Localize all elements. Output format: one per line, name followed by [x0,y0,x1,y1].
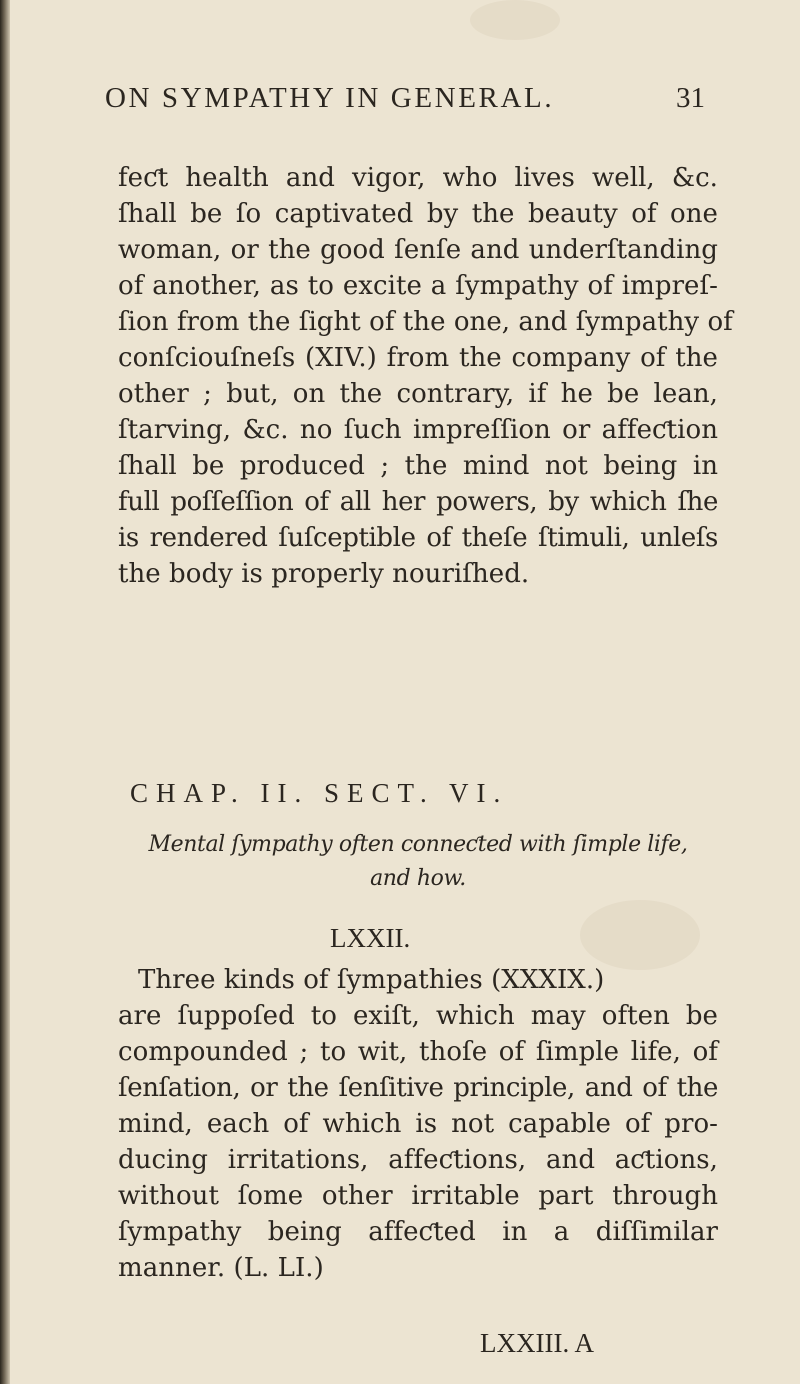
section-subtitle [118,828,718,896]
page-spine-shadow [0,0,10,1384]
text-line: is rendered ſuſceptible of theſe ſtimuli, unleſs [118,523,718,553]
text-line: ſhall be ſo captivated by the beauty of one [118,199,718,229]
text-line: ducing irritations, affeƈtions, and aƈtions, [118,1145,718,1175]
subtitle-line: Mental ſympathy often conneƈted with ſimple life, [148,832,688,857]
catchword: LXXIII. A [480,1328,594,1358]
text-line: ſhall be produced ; the mind not being in [118,451,718,481]
page-number: 31 [676,82,705,114]
paper-stain [580,900,700,970]
text-line: mind, each of which is not capable of pro- [118,1109,718,1139]
text-line: are ſuppoſed to exiſt, which may often be [118,1001,718,1031]
paragraph-continued [118,160,733,592]
text-line: Three kinds of ſympathies (XXXIX.) [138,965,605,995]
running-title: ON SYMPATHY IN GENERAL. [105,82,555,114]
text-line: full poſſeſſion of all her powers, by which ſhe [118,487,718,517]
text-line: the body is properly nouriſhed. [118,559,530,589]
text-line: ſympathy being affeƈted in a diſſimilar [118,1217,718,1247]
text-line: ſion from the ſight of the one, and ſympathy of [118,307,733,337]
text-line: conſciouſneſs (XIV.) from the company of the [118,343,718,373]
section-number: LXXII. [330,923,411,953]
paper-stain [470,0,560,40]
text-line: feƈt health and vigor, who lives well, &c. [118,163,718,193]
text-line: ſenſation, or the ſenſitive principle, and of the [118,1073,718,1103]
paragraph-lxxii [118,962,718,1286]
text-line: ſtarving, &c. no ſuch impreſſion or affeƈtion [118,415,718,445]
chapter-section-heading: CHAP. II. SECT. VI. [130,778,509,808]
text-line: other ; but, on the contrary, if he be lean, [118,379,718,409]
text-line: compounded ; to wit, thoſe of ſimple life, of [118,1037,718,1067]
text-line: woman, or the good ſenſe and underſtanding [118,235,718,265]
text-line: without ſome other irritable part through [118,1181,718,1211]
text-line: manner. (L. LI.) [118,1253,324,1283]
text-line: of another, as to excite a ſympathy of impreſ- [118,271,718,301]
running-header [105,82,705,124]
subtitle-line: and how. [370,866,466,891]
